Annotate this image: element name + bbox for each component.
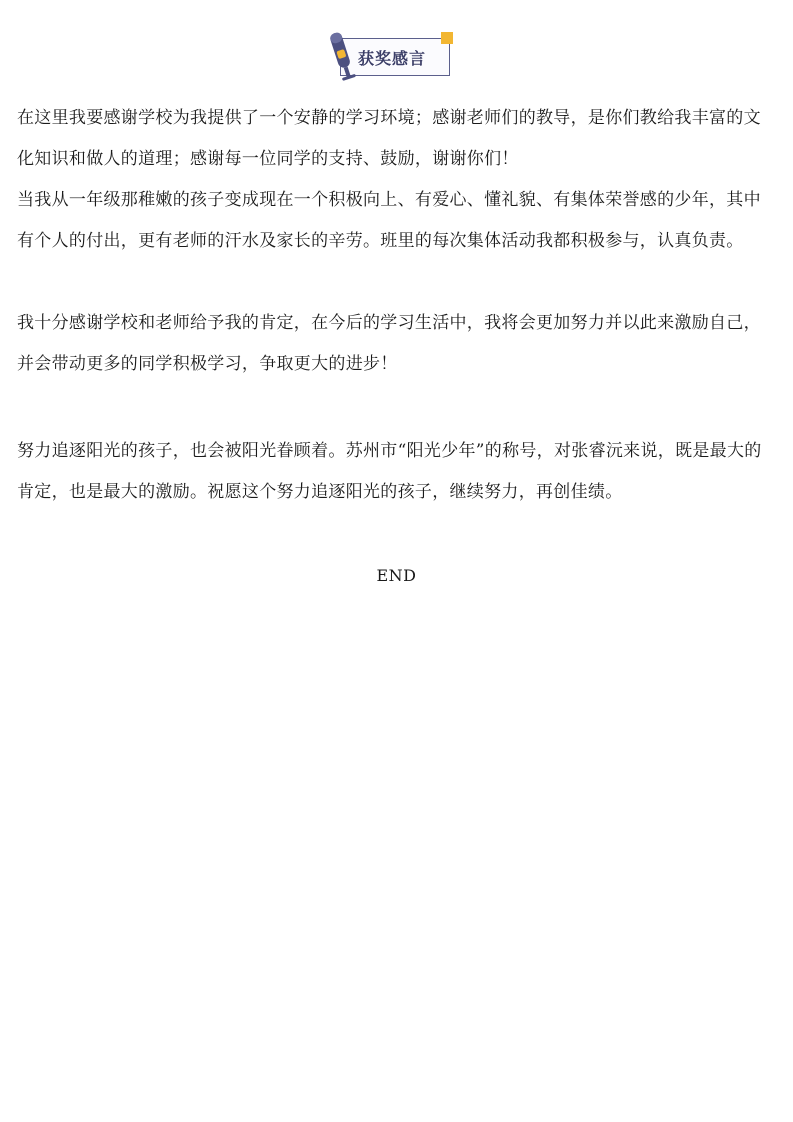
paragraph-growth: 当我从一年级那稚嫩的孩子变成现在一个积极向上、有爱心、懂礼貌、有集体荣誉感的少年，其中有个人的付出，更有老师的汗水及家长的辛劳。班里的每次集体活动我都积极参与，认真负责。 [17,190,761,251]
section-title: 获奖感言 [358,49,427,68]
paragraph-commitment: 我十分感谢学校和老师给予我的肯定，在今后的学习生活中，我将会更加努力并以此来激励自己，并会带动更多的同学积极学习，争取更大的进步！ [17,313,761,374]
section-header-badge [328,28,458,84]
badge-accent-square [441,32,453,44]
paragraph-thanks: 在这里我要感谢学校为我提供了一个安静的学习环境；感谢老师们的教导，是你们教给我丰富的文化知识和做人的道理；感谢每一位同学的支持、鼓励，谢谢你们！ [17,108,761,169]
microphone-icon [328,28,356,84]
paragraph-blessing: 努力追逐阳光的孩子，也会被阳光眷顾着。苏州市“阳光少年”的称号，对张睿沅来说，既是最大的肯定，也是最大的激励。祝愿这个努力追逐阳光的孩子，继续努力，再创佳绩。 [17,441,762,502]
end-marker: END [376,566,417,585]
